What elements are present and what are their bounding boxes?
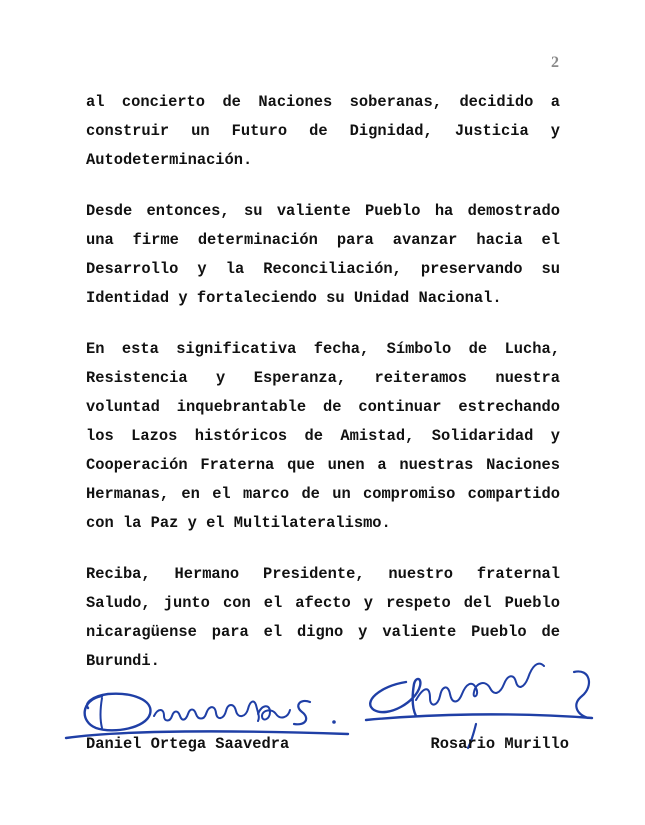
signer-name-ortega: Daniel Ortega Saavedra [86, 735, 290, 753]
paragraph-3: En esta significativa fecha, Símbolo de Lucha, Resistencia y Esperanza, reiteramos nuestra voluntad inquebrantable de continuar estrechando los Lazos históricos de Amistad, Solidaridad y Cooperación Fraterna que unen a nuestras Naciones Hermanas, en el marco de un compromiso compartido con la Paz y el Multilateralismo. [86, 340, 560, 532]
paragraph-1: al concierto de Naciones soberanas, decidido a construir un Futuro de Dignidad, Justicia y Autodeterminación. [86, 93, 560, 169]
paragraph-4: Reciba, Hermano Presidente, nuestro fraternal Saludo, junto con el afecto y respeto del Pueblo nicaragüense para el digno y valiente Pueblo de Burundi. [86, 565, 560, 670]
page-number: 2 [551, 54, 559, 71]
letter-body [86, 88, 560, 676]
signer-name-murillo: Rosario Murillo [430, 735, 569, 753]
paragraph-2: Desde entonces, su valiente Pueblo ha demostrado una firme determinación para avanzar hacia el Desarrollo y la Reconciliación, preservando su Identidad y fortaleciendo su Unidad Nacional. [86, 202, 560, 307]
